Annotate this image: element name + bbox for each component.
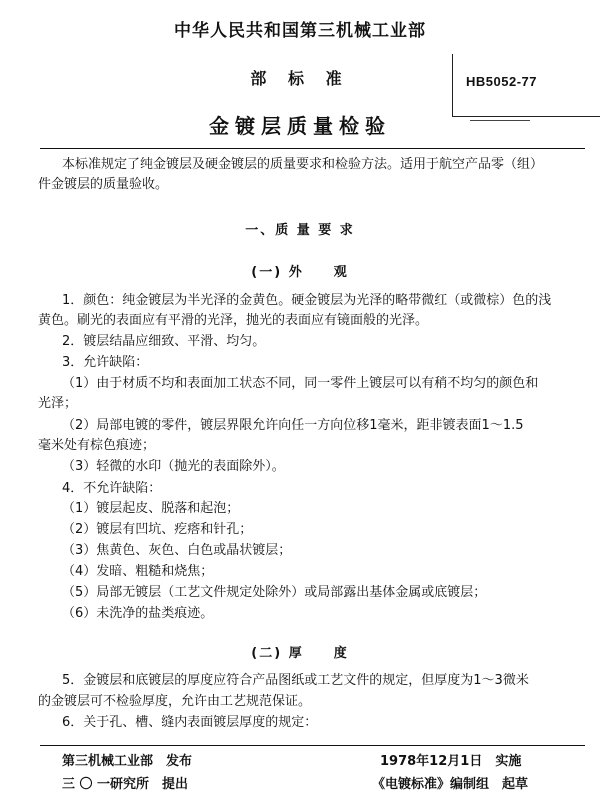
footer-drafter: 《电镀标准》编制组 起草 — [372, 777, 529, 792]
paragraph-line: （5）局部无镀层（工艺文件规定处除外）或局部露出基体金属或底镀层； — [62, 585, 487, 600]
standard-type: 部 标 准 — [250, 69, 350, 88]
intro-line: 本标准规定了纯金镀层及硬金镀层的质量要求和检验方法。适用于航空产品零（组） — [62, 157, 544, 172]
standard-code: HB5052-77 — [466, 74, 537, 89]
section-heading-quality: 一、质 量 要 求 — [245, 223, 355, 238]
subsection-heading-appearance: (一) 外 观 — [251, 265, 349, 280]
paragraph-line: 黄色。刷光的表面应有平滑的光泽，抛光的表面应有镜面般的光泽。 — [38, 313, 429, 328]
code-underline — [470, 120, 530, 121]
paragraph-line: （3）轻微的水印（抛光的表面除外）。 — [62, 459, 285, 474]
footer-effective-date: 1978年12月1日 实施 — [380, 754, 522, 769]
intro-line: 件金镀层的质量验收。 — [38, 177, 169, 192]
paragraph-line: （1）镀层起皮、脱落和起泡； — [62, 501, 240, 516]
ministry-name: 中华人民共和国第三机械工业部 — [174, 21, 426, 41]
paragraph-line: 6．关于孔、槽、缝内表面镀层厚度的规定： — [62, 715, 318, 730]
paragraph-line: 毫米处有棕色痕迹； — [38, 438, 156, 453]
paragraph-line: 2．镀层结晶应细致、平滑、均匀。 — [62, 334, 266, 349]
paragraph-line: （6）未洗净的盐类痕迹。 — [62, 606, 214, 621]
paragraph-line: 5．金镀层和底镀层的厚度应符合产品图纸或工艺文件的规定，但厚度为1～3微米 — [62, 673, 529, 688]
paragraph-line: （2）镀层有凹坑、疙瘩和针孔； — [62, 522, 253, 537]
paragraph-line: （1）由于材质不均和表面加工状态不同，同一零件上镀层可以有稍不均匀的颜色和 — [62, 376, 539, 391]
paragraph-line: （4）发暗、粗糙和烧焦； — [62, 564, 214, 579]
paragraph-line: 光泽； — [38, 396, 78, 411]
header-divider — [40, 148, 585, 149]
paragraph-line: （3）焦黄色、灰色、白色或晶状镀层； — [62, 543, 292, 558]
document-title: 金镀层质量检验 — [209, 114, 391, 138]
paragraph-line: 的金镀层可不检验厚度，允许由工艺规范保证。 — [38, 694, 312, 709]
footer-publisher: 第三机械工业部 发布 — [62, 754, 193, 769]
subsection-heading-thickness: (二) 厚 度 — [251, 646, 349, 661]
paragraph-line: 3．允许缺陷： — [62, 355, 149, 370]
paragraph-line: 4．不允许缺陷： — [62, 481, 162, 496]
footer-divider — [40, 745, 585, 746]
paragraph-line: 1．颜色：纯金镀层为半光泽的金黄色。硬金镀层为光泽的略带微红（或微棕）色的浅 — [62, 293, 552, 308]
paragraph-line: （2）局部电镀的零件，镀层界限允许向任一方向位移1毫米，距非镀表面1～1.5 — [62, 418, 524, 433]
footer-proposer: 三 〇 一研究所 提出 — [62, 777, 189, 792]
